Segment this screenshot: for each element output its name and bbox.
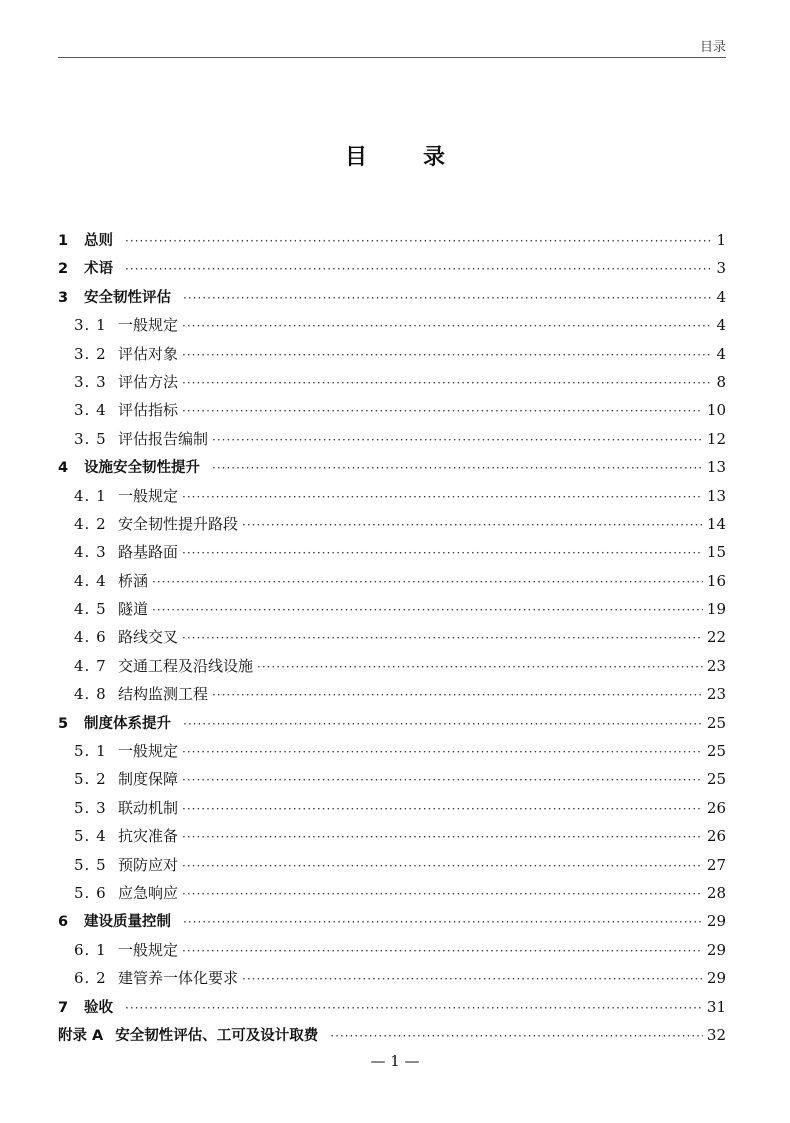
toc-entry-page: 12 <box>706 429 726 448</box>
toc-entry-number: 5. 4 <box>74 827 107 846</box>
toc-entry-title: 总则 <box>84 233 113 249</box>
toc-entry[interactable] <box>58 567 726 595</box>
toc-entry-page: 4 <box>716 316 726 335</box>
toc-entry-page: 4 <box>716 287 726 306</box>
toc-entry-page: 29 <box>706 940 726 959</box>
toc-entry-number: 6 <box>58 914 69 931</box>
toc-entry-title: 评估报告编制 <box>118 429 209 448</box>
toc-entry-title: 路基路面 <box>118 543 179 562</box>
toc-entry[interactable] <box>58 368 726 396</box>
toc-entry-number: 4. 1 <box>74 486 107 505</box>
toc-entry-page: 15 <box>706 543 726 562</box>
toc-dot-leader <box>182 766 703 794</box>
toc-entry-number: 3. 1 <box>74 316 107 335</box>
toc-dot-leader <box>152 568 703 596</box>
toc-entry-title: 安全韧性提升路段 <box>118 514 239 533</box>
toc-entry-title: 一般规定 <box>118 742 179 761</box>
page-number: — 1 — <box>370 1052 420 1070</box>
toc-entry-number: 5 <box>58 715 69 732</box>
toc-entry-page: 13 <box>706 458 726 477</box>
toc-dot-leader <box>182 312 712 340</box>
toc-dot-leader <box>182 624 703 652</box>
toc-entry-number: 5. 6 <box>74 883 107 902</box>
toc-entry-page: 8 <box>716 372 726 391</box>
toc-dot-leader <box>182 341 712 369</box>
toc-entry-number: 3. 4 <box>74 401 107 420</box>
toc-dot-leader <box>257 653 703 681</box>
toc-entry[interactable] <box>58 311 726 339</box>
toc-entry-number: 3. 3 <box>74 372 107 391</box>
toc-entry-number: 3. 2 <box>74 344 107 363</box>
toc-entry[interactable] <box>58 822 726 850</box>
toc-entry-title: 一般规定 <box>118 316 179 335</box>
toc-dot-leader <box>125 227 712 255</box>
toc-entry[interactable] <box>58 737 726 765</box>
table-of-contents <box>58 226 726 1049</box>
toc-entry-title: 设施安全韧性提升 <box>84 460 200 477</box>
toc-entry-title: 建管养一体化要求 <box>118 969 239 988</box>
toc-entry-title: 评估对象 <box>118 344 179 363</box>
toc-entry-number: 4 <box>58 460 69 477</box>
toc-dot-leader <box>182 369 712 397</box>
toc-entry-number: 7 <box>58 999 69 1016</box>
toc-entry[interactable] <box>58 1021 726 1049</box>
toc-entry-title: 桥涵 <box>118 571 149 590</box>
toc-dot-leader <box>182 738 703 766</box>
toc-entry-page: 26 <box>706 827 726 846</box>
toc-entry[interactable] <box>58 510 726 538</box>
toc-entry[interactable] <box>58 226 726 254</box>
toc-entry-number: 3 <box>58 289 69 306</box>
toc-dot-leader <box>125 994 703 1022</box>
toc-entry[interactable] <box>58 340 726 368</box>
page-title: 目录 <box>344 145 501 170</box>
toc-entry-page: 14 <box>706 514 726 533</box>
toc-entry-number: 5. 3 <box>74 798 107 817</box>
toc-entry[interactable] <box>58 623 726 651</box>
toc-entry-title: 结构监测工程 <box>118 685 209 704</box>
toc-entry[interactable] <box>58 396 726 424</box>
toc-entry-number: 5. 1 <box>74 742 107 761</box>
toc-dot-leader <box>212 681 703 709</box>
toc-entry-number: 5. 2 <box>74 770 107 789</box>
toc-entry-title: 安全韧性评估、工可及设计取费 <box>115 1027 319 1044</box>
toc-dot-leader <box>183 908 703 936</box>
toc-dot-leader <box>125 255 712 283</box>
toc-entry[interactable] <box>58 482 726 510</box>
toc-entry-title: 验收 <box>84 999 113 1016</box>
toc-entry-page: 29 <box>706 969 726 988</box>
header-rule <box>58 57 726 58</box>
toc-entry-title: 路线交叉 <box>118 628 179 647</box>
toc-dot-leader <box>183 710 703 738</box>
toc-entry-number: 附录 A <box>58 1027 104 1044</box>
toc-entry-page: 23 <box>706 685 726 704</box>
toc-entry[interactable] <box>58 794 726 822</box>
toc-entry[interactable] <box>58 652 726 680</box>
toc-entry[interactable] <box>58 936 726 964</box>
toc-entry-page: 25 <box>706 742 726 761</box>
toc-entry[interactable] <box>58 453 726 481</box>
toc-dot-leader <box>182 823 703 851</box>
toc-entry-page: 25 <box>706 770 726 789</box>
toc-entry-title: 联动机制 <box>118 798 179 817</box>
toc-entry-title: 制度保障 <box>118 770 179 789</box>
toc-entry-page: 23 <box>706 656 726 675</box>
toc-entry-title: 抗灾准备 <box>118 827 179 846</box>
toc-dot-leader <box>152 596 703 624</box>
toc-entry-page: 25 <box>706 713 726 732</box>
toc-entry-page: 19 <box>706 600 726 619</box>
toc-entry-title: 交通工程及沿线设施 <box>118 656 254 675</box>
toc-entry-number: 4. 3 <box>74 543 107 562</box>
toc-entry-page: 10 <box>706 401 726 420</box>
toc-entry[interactable] <box>58 595 726 623</box>
toc-entry-title: 安全韧性评估 <box>84 289 171 306</box>
toc-entry-title: 应急响应 <box>118 883 179 902</box>
toc-entry-page: 31 <box>706 997 726 1016</box>
toc-entry-page: 13 <box>706 486 726 505</box>
toc-entry-page: 29 <box>706 912 726 931</box>
toc-dot-leader <box>182 795 703 823</box>
toc-entry-number: 4. 5 <box>74 600 107 619</box>
toc-entry-title: 评估方法 <box>118 372 179 391</box>
toc-entry[interactable] <box>58 851 726 879</box>
toc-entry-number: 4. 7 <box>74 656 107 675</box>
toc-entry-title: 术语 <box>84 261 113 278</box>
toc-entry-page: 27 <box>706 855 726 874</box>
toc-dot-leader <box>182 880 703 908</box>
running-header: 目录 <box>699 40 726 55</box>
toc-dot-leader <box>182 852 703 880</box>
toc-dot-leader <box>182 483 703 511</box>
toc-entry[interactable] <box>58 879 726 907</box>
toc-entry-number: 1 <box>58 233 69 249</box>
toc-entry-page: 32 <box>706 1025 726 1044</box>
toc-entry[interactable] <box>58 907 726 935</box>
toc-entry-title: 隧道 <box>118 600 149 619</box>
toc-entry-number: 4. 6 <box>74 628 107 647</box>
toc-entry[interactable] <box>58 425 726 453</box>
toc-entry-page: 3 <box>716 259 726 278</box>
toc-entry-number: 4. 4 <box>74 571 107 590</box>
toc-entry-number: 3. 5 <box>74 429 107 448</box>
toc-entry-number: 2 <box>58 261 69 278</box>
toc-entry-title: 一般规定 <box>118 486 179 505</box>
toc-entry[interactable] <box>58 964 726 992</box>
toc-entry-page: 4 <box>716 344 726 363</box>
toc-dot-leader <box>183 284 712 312</box>
toc-entry[interactable] <box>58 765 726 793</box>
toc-entry-number: 6. 1 <box>74 940 107 959</box>
toc-entry-page: 26 <box>706 798 726 817</box>
toc-entry-title: 一般规定 <box>118 940 179 959</box>
toc-entry-number: 5. 5 <box>74 855 107 874</box>
toc-entry-number: 4. 2 <box>74 514 107 533</box>
toc-dot-leader <box>182 937 703 965</box>
toc-entry-title: 建设质量控制 <box>84 914 171 931</box>
toc-dot-leader <box>212 454 703 482</box>
toc-entry-page: 16 <box>706 571 726 590</box>
toc-entry-page: 22 <box>706 628 726 647</box>
toc-entry-title: 评估指标 <box>118 401 179 420</box>
toc-dot-leader <box>182 397 703 425</box>
toc-entry[interactable] <box>58 283 726 311</box>
toc-entry-number: 4. 8 <box>74 685 107 704</box>
toc-entry-page: 28 <box>706 883 726 902</box>
toc-entry-page: 1 <box>716 231 726 249</box>
toc-entry-title: 预防应对 <box>118 855 179 874</box>
toc-dot-leader <box>242 965 703 993</box>
toc-dot-leader <box>212 426 703 454</box>
toc-entry-title: 制度体系提升 <box>84 715 171 732</box>
toc-dot-leader <box>330 1022 703 1050</box>
toc-entry-number: 6. 2 <box>74 969 107 988</box>
toc-entry[interactable] <box>58 993 726 1021</box>
toc-dot-leader <box>182 539 703 567</box>
toc-dot-leader <box>242 511 703 539</box>
toc-entry[interactable] <box>58 709 726 737</box>
toc-entry[interactable] <box>58 254 726 282</box>
toc-entry[interactable] <box>58 680 726 708</box>
toc-entry[interactable] <box>58 538 726 566</box>
